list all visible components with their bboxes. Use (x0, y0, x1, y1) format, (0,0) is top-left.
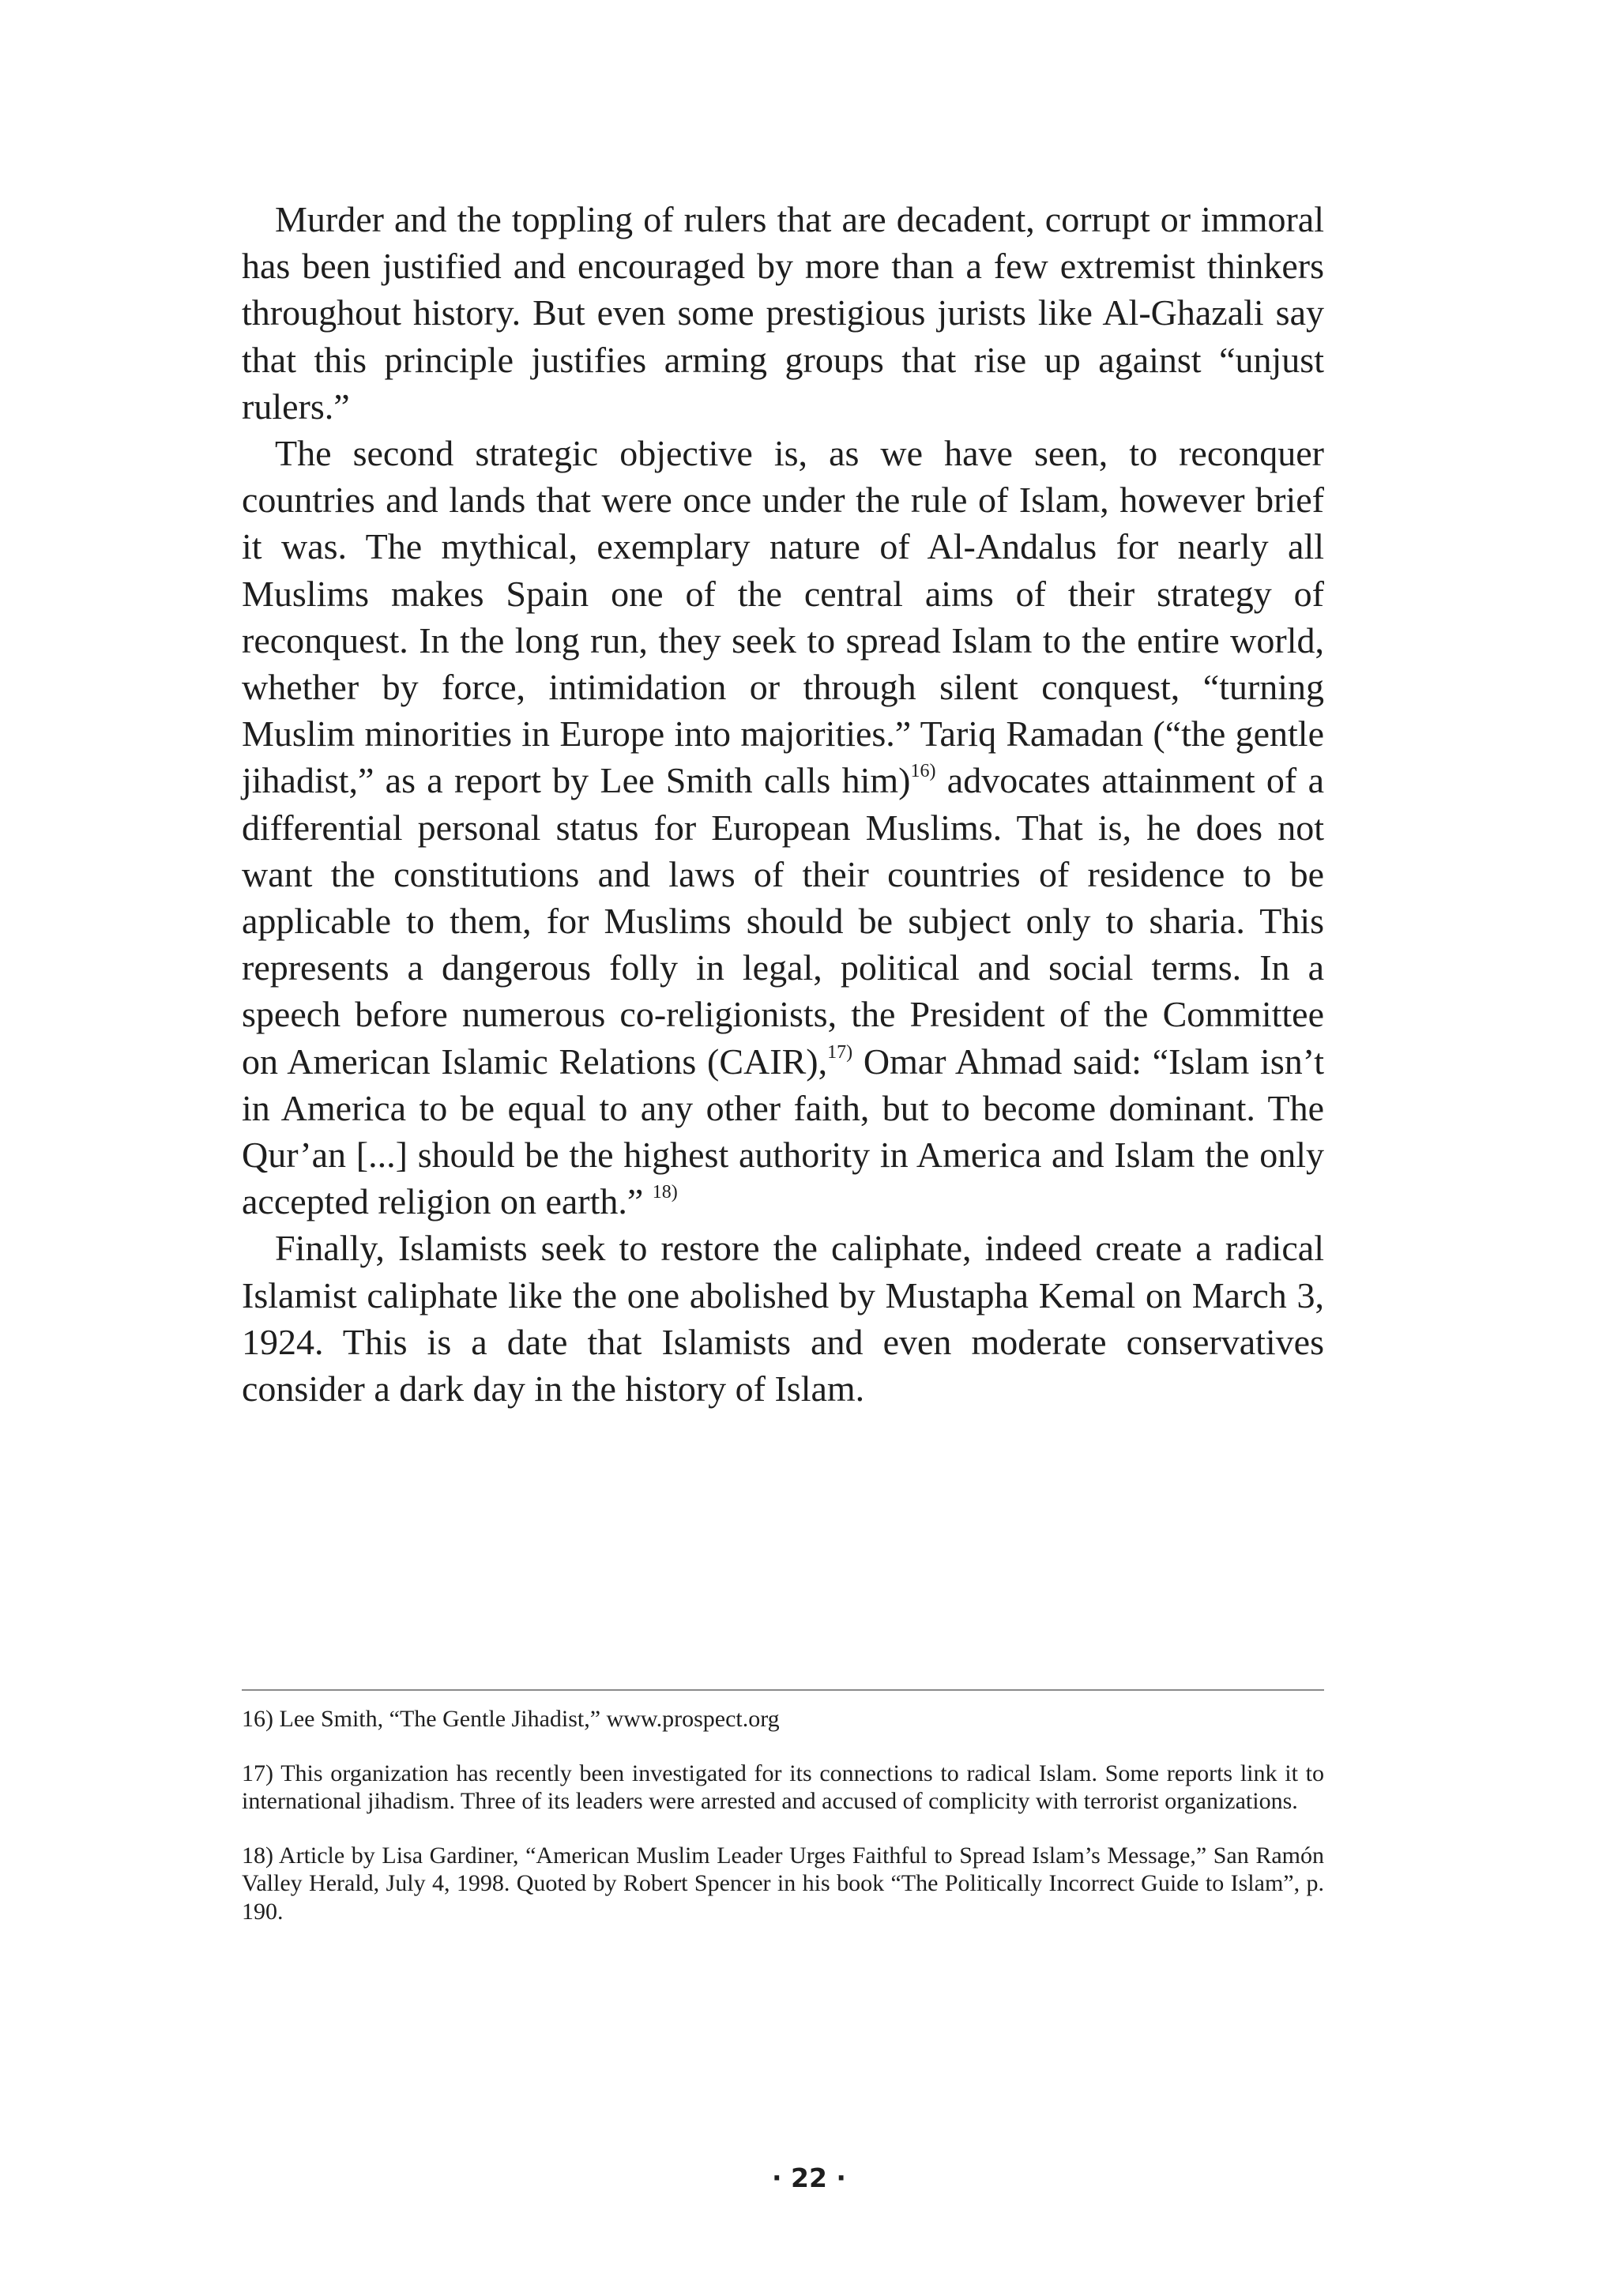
footnote-18: 18) Article by Lisa Gardiner, “American Muslim Leader Urges Faithful to Spread Islam’s Message,” San Ramón Valley Herald, July 4, 1998. Quoted by Robert Spencer in his book “The Politically Incorrect Guide to Islam”, p. 190. (242, 1842, 1324, 1925)
paragraph-1 (242, 196, 1324, 430)
footnote-ref-16: 16) (910, 761, 936, 782)
paragraph-text: Omar Ahmad said: “Islam isn’t in America to be equal to any other faith, but to become dominant. The Qur’an [...] should be the highest authority in America and Islam the only accepted religion on earth.” (242, 1041, 1324, 1222)
page-number: · 22 · (772, 2162, 846, 2193)
footnote-divider (242, 1689, 1324, 1691)
footnote-ref-17: 17) (827, 1041, 853, 1063)
footnote-16: 16) Lee Smith, “The Gentle Jihadist,” www.prospect.org (242, 1706, 780, 1732)
paragraph-text: Finally, Islamists seek to restore the caliphate, indeed create a radical Islamist caliphate like the one abolished by Mustapha Kemal on March 3, 1924. This is a date that Islamists and even moderate conservatives consider a dark day in the history of Islam. (242, 1228, 1324, 1410)
body-text (242, 196, 1324, 1412)
footnote-ref-18: 18) (652, 1182, 678, 1203)
footnote-17: 17) This organization has recently been investigated for its connections to radical Islam. Some reports link it to international jihadism. Three of its leaders were arrested and accused of complicity with terrorist organizations. (242, 1760, 1324, 1814)
footnotes (242, 1705, 1324, 1952)
paragraph-text: Murder and the toppling of rulers that are decadent, corrupt or immoral has been justified and encouraged by more than a few extremist thinkers throughout history. But even some prestigious jurists like Al-Ghazali say that this principle justifies arming groups that rise up against “unjust rulers.” (242, 199, 1324, 427)
paragraph-text: advocates attainment of a differential personal status for European Muslims. That is, he does not want the constitutions and laws of their countries of residence to be applicable to them, for Muslims should be subject only to sharia. This represents a dangerous folly in legal, political and social terms. In a speech before numerous co-religionists, the President of the Committee on American Islamic Relations (CAIR), (242, 760, 1324, 1082)
paragraph-2 (242, 430, 1324, 1225)
paragraph-text: The second strategic objective is, as we have seen, to reconquer countries and lands that were once under the rule of Islam, however brief it was. The mythical, exemplary nature of Al-Andalus for nearly all Muslims makes Spain one of the central aims of their strategy of reconquest. In the long run, they seek to spread Islam to the entire world, whether by force, intimidation or through silent conquest, “turning Muslim minorities in Europe into majorities.” Tariq Ramadan (“the gentle jihadist,” as a report by Lee Smith calls him) (242, 433, 1324, 801)
paragraph-3 (242, 1225, 1324, 1412)
